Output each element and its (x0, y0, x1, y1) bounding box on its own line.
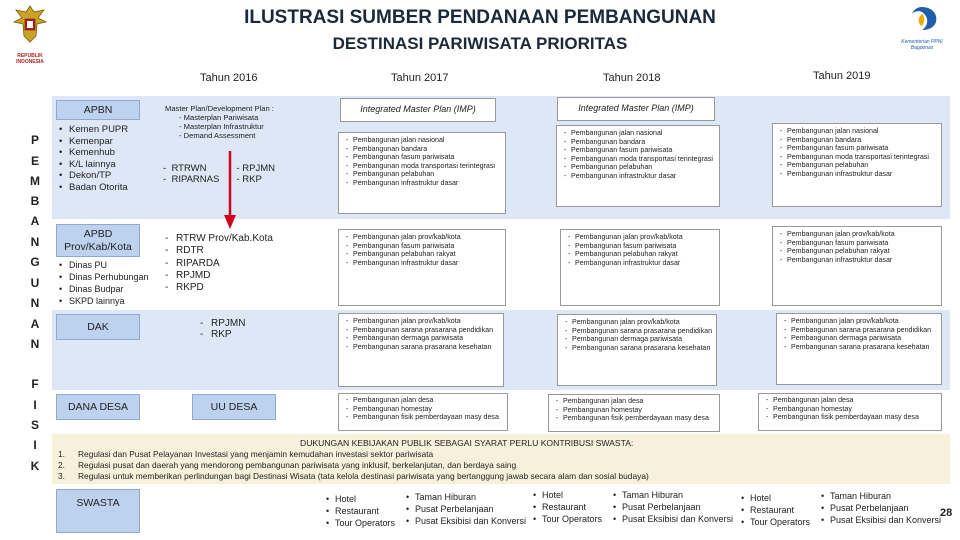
dak-list-2018-items (558, 315, 716, 355)
kebijakan-num: 3. (58, 471, 65, 481)
vertical-letter: P (30, 133, 39, 147)
kebijakan-text: Regulasi pusat dan daerah yang mendorong pembangunan pariwisata yang inklusif, berkelanjutan, dan berdaya saing (78, 460, 517, 470)
list-item: - Pembangunan homestay (765, 405, 937, 414)
logo-right-text-2: Bappenas (910, 45, 934, 51)
list-item: - Pembangunan infrastruktur dasar (779, 256, 937, 265)
list-item: - Pembangunan dermaga pariwisata (345, 334, 499, 343)
list-item: - Pembangunan jalan prov/kab/kota (783, 317, 937, 326)
apbn-imp-box-2017 (340, 98, 496, 122)
dak-doc: - RKP (199, 329, 245, 340)
vertical-letter: F (31, 377, 39, 391)
imp-title-2017: Integrated Master Plan (IMP) (360, 104, 476, 114)
list-item: - Pembangunan jalan prov/kab/kota (779, 230, 937, 239)
dana-desa-list-2018 (548, 394, 720, 432)
list-item: - Pembangunan homestay (345, 405, 503, 414)
apbn-doc-b: - RKP (236, 174, 262, 185)
swasta-item: • Tour Operators (532, 513, 602, 525)
apbd-doc: - RKPD (164, 282, 273, 294)
kebijakan-text: Regulasi dan Pusat Pelayanan Investasi yang menjamin kemudahan investasi sektor pariwisata (78, 449, 434, 459)
apbn-list-2019 (772, 123, 942, 207)
list-item: - Pembangunan jalan prov/kab/kota (564, 318, 712, 327)
apbn-agency: • Kemenpar (58, 136, 128, 148)
list-item: - Pembangunan dermaga pariwisata (564, 335, 712, 344)
dak-list-2019 (776, 313, 942, 385)
dana-desa-title: DANA DESA (67, 401, 129, 413)
page-title-line1: ILUSTRASI SUMBER PENDANAAN PEMBANGUNAN (244, 7, 716, 28)
list-item: - Pembangunan sarana prasarana pendidikan (345, 326, 499, 335)
list-item: - Pembangunan sarana prasarana pendidikan (783, 326, 937, 335)
vertical-letter: G (30, 255, 40, 269)
kebijakan-item (58, 449, 649, 460)
apbn-list-2018-items (557, 126, 719, 184)
apbn-title: APBN (83, 104, 113, 116)
swasta-item: • Pusat Eksibisi dan Konversi (820, 514, 941, 526)
list-item: - Pembangunan pelabuhan (779, 161, 937, 170)
list-item: - Pembangunan bandara (345, 145, 501, 154)
list-item: - Pembangunan moda transportasi terintegrasi (345, 162, 501, 171)
apbd-agency: • Dinas PU (58, 259, 149, 271)
vertical-letter: A (30, 214, 40, 228)
swasta-2018-col-b (612, 489, 733, 525)
apbd-title-1: APBD (83, 228, 113, 240)
swasta-item: • Pusat Eksibisi dan Konversi (612, 513, 733, 525)
dak-list-2017-items (339, 314, 503, 354)
apbn-imp-box-2018 (557, 97, 715, 121)
list-item: - Pembangunan fasum pariwisata (779, 144, 937, 153)
dana-desa-title-box (56, 394, 140, 420)
apbn-list-2017-items (339, 133, 505, 191)
apbd-list-2019-items (773, 227, 941, 267)
list-item: - Pembangunan fasum pariwisata (567, 242, 715, 251)
list-item: - Pembangunan fisik pemberdayaan masy desa (555, 414, 715, 423)
swasta-2019-col-a (740, 492, 810, 528)
vertical-letter: K (30, 459, 40, 473)
list-item: - Pembangunan jalan nasional (345, 136, 501, 145)
apbn-doc-row: - RIPARNAS - RKP (163, 174, 262, 185)
apbn-list-2017 (338, 132, 506, 214)
kebijakan-list (58, 449, 649, 482)
swasta-item: • Pusat Perbelanjaan (820, 502, 941, 514)
apbd-list-2018 (560, 229, 720, 306)
swasta-item: • Restaurant (532, 501, 602, 513)
apbn-doc-a: RIPARNAS (171, 174, 220, 185)
year-2019: Tahun 2019 (813, 70, 871, 82)
apbn-plan-item: - Masterplan Pariwisata (179, 113, 259, 122)
kebijakan-text: Regulasi untuk memberikan perlindungan bagi Destinasi Wisata (tata kelola destinasi pariwisata yang bertanggung jawab secara alam dan sosial budaya) (78, 471, 649, 481)
list-item: - Pembangunan pelabuhan rakyat (567, 250, 715, 259)
dak-list-2017 (338, 313, 504, 387)
apbd-list-2017-items (339, 230, 505, 270)
apbd-doc: - RDTR (164, 245, 273, 257)
swasta-item: • Taman Hiburan (612, 489, 733, 501)
apbd-agency: • Dinas Budpar (58, 283, 149, 295)
dak-docs (199, 318, 245, 340)
vertical-letter: I (33, 398, 37, 412)
apbn-plan-item: - Demand Assessment (179, 131, 256, 140)
dak-doc: - RPJMN (199, 318, 245, 329)
list-item: - Pembangunan jalan prov/kab/kota (345, 317, 499, 326)
swasta-item: • Restaurant (325, 505, 395, 517)
apbn-plan-item-text: Masterplan Pariwisata (183, 113, 259, 122)
apbd-title-box (56, 224, 140, 257)
swasta-item: • Pusat Eksibisi dan Konversi (405, 515, 526, 527)
dak-list-2018 (557, 314, 717, 386)
arrow-head (224, 215, 236, 229)
swasta-2019-col-b (820, 490, 941, 526)
list-item: - Pembangunan jalan nasional (563, 129, 715, 138)
list-item: - Pembangunan fasum pariwisata (779, 239, 937, 248)
dak-list-2019-items (777, 314, 941, 354)
list-item: - Pembangunan fasum pariwisata (345, 153, 501, 162)
swasta-title: SWASTA (76, 497, 120, 509)
list-item: - Pembangunan jalan desa (345, 396, 503, 405)
page-number: 28 (940, 507, 953, 519)
apbn-agency-list (58, 124, 128, 193)
apbn-agency: • Kemenhub (58, 147, 128, 159)
swasta-2018-col-a (532, 489, 602, 525)
list-item: - Pembangunan infrastruktur dasar (779, 170, 937, 179)
apbn-plan-item-text: Demand Assessment (183, 131, 256, 140)
swasta-2017-col-b (405, 491, 526, 527)
list-item: - Pembangunan moda transportasi terintegrasi (563, 155, 715, 164)
apbn-plan-block (165, 104, 305, 140)
swasta-item: • Hotel (532, 489, 602, 501)
dak-title: DAK (87, 321, 109, 333)
apbd-doc: - RTRW Prov/Kab.Kota (164, 233, 273, 245)
dana-desa-list-2018-items (549, 395, 719, 426)
apbn-agency: • Kemen PUPR (58, 124, 128, 136)
apbd-list-2017 (338, 229, 506, 306)
year-2016: Tahun 2016 (200, 72, 258, 84)
list-item: - Pembangunan fisik pemberdayaan masy desa (765, 413, 937, 422)
vertical-letter: B (30, 194, 40, 208)
list-item: - Pembangunan infrastruktur dasar (345, 259, 501, 268)
arrow-down-icon (222, 151, 238, 231)
year-2018: Tahun 2018 (603, 72, 661, 84)
list-item: - Pembangunan dermaga pariwisata (783, 334, 937, 343)
apbn-title-box (56, 100, 140, 120)
apbd-doc: - RPJMD (164, 270, 273, 282)
apbn-list-2018 (556, 125, 720, 207)
list-item: - Pembangunan sarana prasarana pendidikan (564, 327, 712, 336)
apbn-agency: • Badan Otorita (58, 182, 128, 194)
apbn-plan-item-text: Masterplan Infrastruktur (183, 122, 264, 131)
vertical-letter: N (30, 296, 40, 310)
swasta-item: • Pusat Perbelanjaan (612, 501, 733, 513)
list-item: - Pembangunan pelabuhan rakyat (779, 247, 937, 256)
apbn-docs (163, 163, 323, 185)
apbd-list-2018-items (561, 230, 719, 270)
logo-left-text: REPUBLIK INDONESIA (16, 53, 44, 65)
dana-desa-list-2019 (758, 393, 942, 431)
list-item: - Pembangunan homestay (555, 406, 715, 415)
kebijakan-num: 2. (58, 460, 65, 470)
vertical-letter: S (30, 418, 39, 432)
list-item: - Pembangunan sarana prasarana kesehatan (345, 343, 499, 352)
list-item: - Pembangunan bandara (563, 138, 715, 147)
swasta-2017-col-a (325, 493, 395, 529)
apbn-plan-item: - Masterplan Infrastruktur (179, 122, 264, 131)
swasta-item: • Taman Hiburan (405, 491, 526, 503)
list-item: - Pembangunan jalan desa (555, 397, 715, 406)
list-item: - Pembangunan infrastruktur dasar (563, 172, 715, 181)
list-item: - Pembangunan jalan nasional (779, 127, 937, 136)
swasta-title-box (56, 489, 140, 533)
vertical-letter: U (30, 276, 40, 290)
apbd-agency: • SKPD lainnya (58, 295, 149, 307)
uu-desa-box (192, 394, 276, 420)
list-item: - Pembangunan sarana prasarana kesehatan (783, 343, 937, 352)
vertical-letter: E (30, 154, 39, 168)
apbd-title-2: Prov/Kab/Kota (64, 241, 132, 253)
vertical-letter: I (33, 438, 37, 452)
list-item: - Pembangunan pelabuhan rakyat (345, 250, 501, 259)
bappenas-icon (892, 4, 952, 34)
list-item: - Pembangunan pelabuhan (563, 163, 715, 172)
list-item: - Pembangunan infrastruktur dasar (567, 259, 715, 268)
list-item: - Pembangunan jalan prov/kab/kota (567, 233, 715, 242)
list-item: - Pembangunan fasum pariwisata (563, 146, 715, 155)
list-item: - Pembangunan jalan desa (765, 396, 937, 405)
apbn-agency: • K/L lainnya (58, 159, 128, 171)
vertical-letter: M (30, 174, 40, 188)
dana-desa-list-2017-items (339, 394, 507, 425)
kebijakan-num: 1. (58, 449, 65, 459)
logo-right-text-1: Kementerian PPN/ (901, 39, 943, 45)
list-item: - Pembangunan bandara (779, 136, 937, 145)
apbd-doc: - RIPARDA (164, 258, 273, 270)
list-item: - Pembangunan infrastruktur dasar (345, 179, 501, 188)
dana-desa-list-2017 (338, 393, 508, 431)
apbd-agency: • Dinas Perhubungan (58, 271, 149, 283)
swasta-item: • Taman Hiburan (820, 490, 941, 502)
dak-title-box (56, 314, 140, 340)
dana-desa-list-2019-items (759, 394, 941, 425)
year-2017: Tahun 2017 (391, 72, 449, 84)
list-item: - Pembangunan sarana prasarana kesehatan (564, 344, 712, 353)
apbn-list-2019-items (773, 124, 941, 182)
swasta-item: • Tour Operators (325, 517, 395, 529)
list-item: - Pembangunan fasum pariwisata (345, 242, 501, 251)
apbn-agency: • Dekon/TP (58, 170, 128, 182)
apbn-doc-row: - RTRWN - RPJMN (163, 163, 275, 174)
uu-desa-title: UU DESA (210, 401, 258, 413)
list-item: - Pembangunan fisik pemberdayaan masy desa (345, 413, 503, 422)
apbd-docs (164, 233, 273, 294)
list-item: - Pembangunan jalan prov/kab/kota (345, 233, 501, 242)
swasta-item: • Pusat Perbelanjaan (405, 503, 526, 515)
kebijakan-item (58, 460, 649, 471)
swasta-item: • Restaurant (740, 504, 810, 516)
logo-bappenas (892, 4, 952, 56)
kebijakan-item (58, 471, 649, 482)
page-title-line2: DESTINASI PARIWISATA PRIORITAS (332, 34, 628, 53)
swasta-item: • Hotel (740, 492, 810, 504)
apbn-doc-b: - RPJMN (236, 163, 275, 174)
apbd-agency-list (58, 259, 149, 307)
swasta-item: • Hotel (325, 493, 395, 505)
vertical-letter: N (30, 235, 40, 249)
list-item: - Pembangunan pelabuhan (345, 170, 501, 179)
vertical-letter: N (30, 337, 40, 351)
apbd-list-2019 (772, 226, 942, 306)
swasta-item: • Tour Operators (740, 516, 810, 528)
apbn-plan-title: Master Plan/Development Plan : (165, 104, 274, 113)
list-item: - Pembangunan moda transportasi terintegrasi (779, 153, 937, 162)
apbn-doc-a: RTRWN (171, 163, 207, 174)
imp-title-2018: Integrated Master Plan (IMP) (578, 103, 694, 113)
vertical-letter: A (30, 317, 40, 331)
kebijakan-title: DUKUNGAN KEBIJAKAN PUBLIK SEBAGAI SYARAT PERLU KONTRIBUSI SWASTA: (300, 438, 634, 448)
